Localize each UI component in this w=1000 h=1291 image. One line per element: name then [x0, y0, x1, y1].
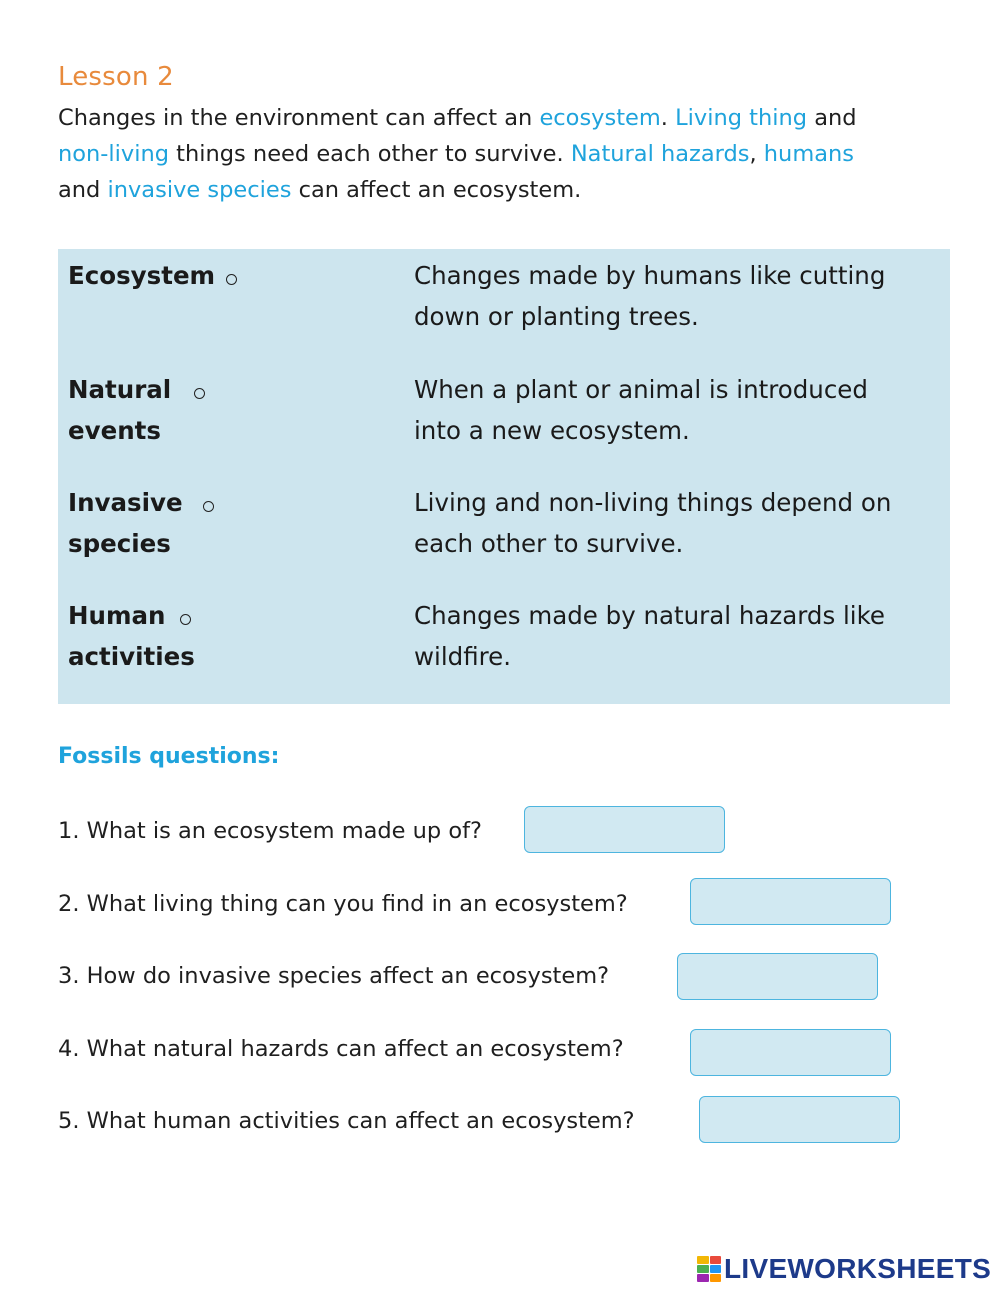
- logo-block: [710, 1256, 722, 1264]
- intro-text: .: [660, 105, 676, 131]
- question-4: 4. What natural hazards can affect an ecosystem?: [58, 1036, 624, 1062]
- intro-paragraph: [58, 100, 958, 208]
- question-3: 3. How do invasive species affect an ecosystem?: [58, 963, 610, 989]
- answer-input-5[interactable]: [699, 1096, 900, 1143]
- logo-block: [697, 1274, 709, 1282]
- definition-item[interactable]: [414, 595, 944, 677]
- lesson-title: Lesson 2: [58, 62, 174, 92]
- answer-input-1[interactable]: [524, 806, 725, 853]
- term-label: Human: [68, 601, 166, 630]
- logo-block: [697, 1265, 709, 1273]
- keyword-humans: humans: [763, 141, 855, 167]
- keyword-living-thing: Living thing: [675, 105, 808, 131]
- intro-text: ,: [749, 141, 764, 167]
- question-2: 2. What living thing can you find in an ecosystem?: [58, 891, 628, 917]
- answer-input-4[interactable]: [690, 1029, 891, 1076]
- definition-item[interactable]: [414, 369, 944, 451]
- definition-line: down or planting trees.: [414, 302, 699, 331]
- term-label: species: [68, 529, 171, 558]
- logo-block: [710, 1265, 722, 1273]
- question-1: 1. What is an ecosystem made up of?: [58, 818, 482, 844]
- match-dot[interactable]: [194, 388, 205, 399]
- liveworksheets-logo: [697, 1252, 991, 1286]
- term-label: events: [68, 416, 161, 445]
- logo-blocks-icon: [697, 1256, 721, 1282]
- term-ecosystem: [68, 255, 215, 296]
- match-dot[interactable]: [226, 274, 237, 285]
- answer-input-3[interactable]: [677, 953, 878, 1000]
- term-invasive-species: [68, 482, 183, 564]
- term-label: Invasive: [68, 488, 183, 517]
- logo-block: [697, 1256, 709, 1264]
- term-label: activities: [68, 642, 195, 671]
- intro-text: and: [807, 105, 857, 131]
- intro-text: Changes in the environment can affect an: [58, 105, 540, 131]
- definition-line: Living and non-living things depend on: [414, 488, 892, 517]
- intro-text: can affect an ecosystem.: [291, 177, 582, 203]
- term-label: Natural: [68, 375, 172, 404]
- intro-text: things need each other to survive.: [169, 141, 571, 167]
- question-5: 5. What human activities can affect an ecosystem?: [58, 1108, 635, 1134]
- keyword-non-living: non-living: [58, 141, 170, 167]
- answer-input-2[interactable]: [690, 878, 891, 925]
- definition-item[interactable]: [414, 482, 944, 564]
- logo-text: LIVEWORKSHEETS: [724, 1253, 992, 1284]
- definition-item[interactable]: [414, 255, 944, 337]
- definition-line: each other to survive.: [414, 529, 684, 558]
- matching-exercise: [58, 249, 950, 704]
- keyword-invasive-species: invasive species: [107, 177, 292, 203]
- logo-block: [710, 1274, 722, 1282]
- questions-title: Fossils questions:: [58, 744, 280, 769]
- keyword-natural-hazards: Natural hazards: [570, 141, 750, 167]
- term-natural-events: [68, 369, 171, 451]
- definition-line: Changes made by humans like cutting: [414, 261, 886, 290]
- keyword-ecosystem: ecosystem: [539, 105, 661, 131]
- definition-line: Changes made by natural hazards like: [414, 601, 886, 630]
- match-dot[interactable]: [203, 501, 214, 512]
- intro-text: and: [58, 177, 108, 203]
- term-label: Ecosystem: [68, 261, 216, 290]
- match-dot[interactable]: [180, 614, 191, 625]
- definition-line: into a new ecosystem.: [414, 416, 690, 445]
- definition-line: When a plant or animal is introduced: [414, 375, 868, 404]
- term-human-activities: [68, 595, 195, 677]
- definition-line: wildfire.: [414, 642, 512, 671]
